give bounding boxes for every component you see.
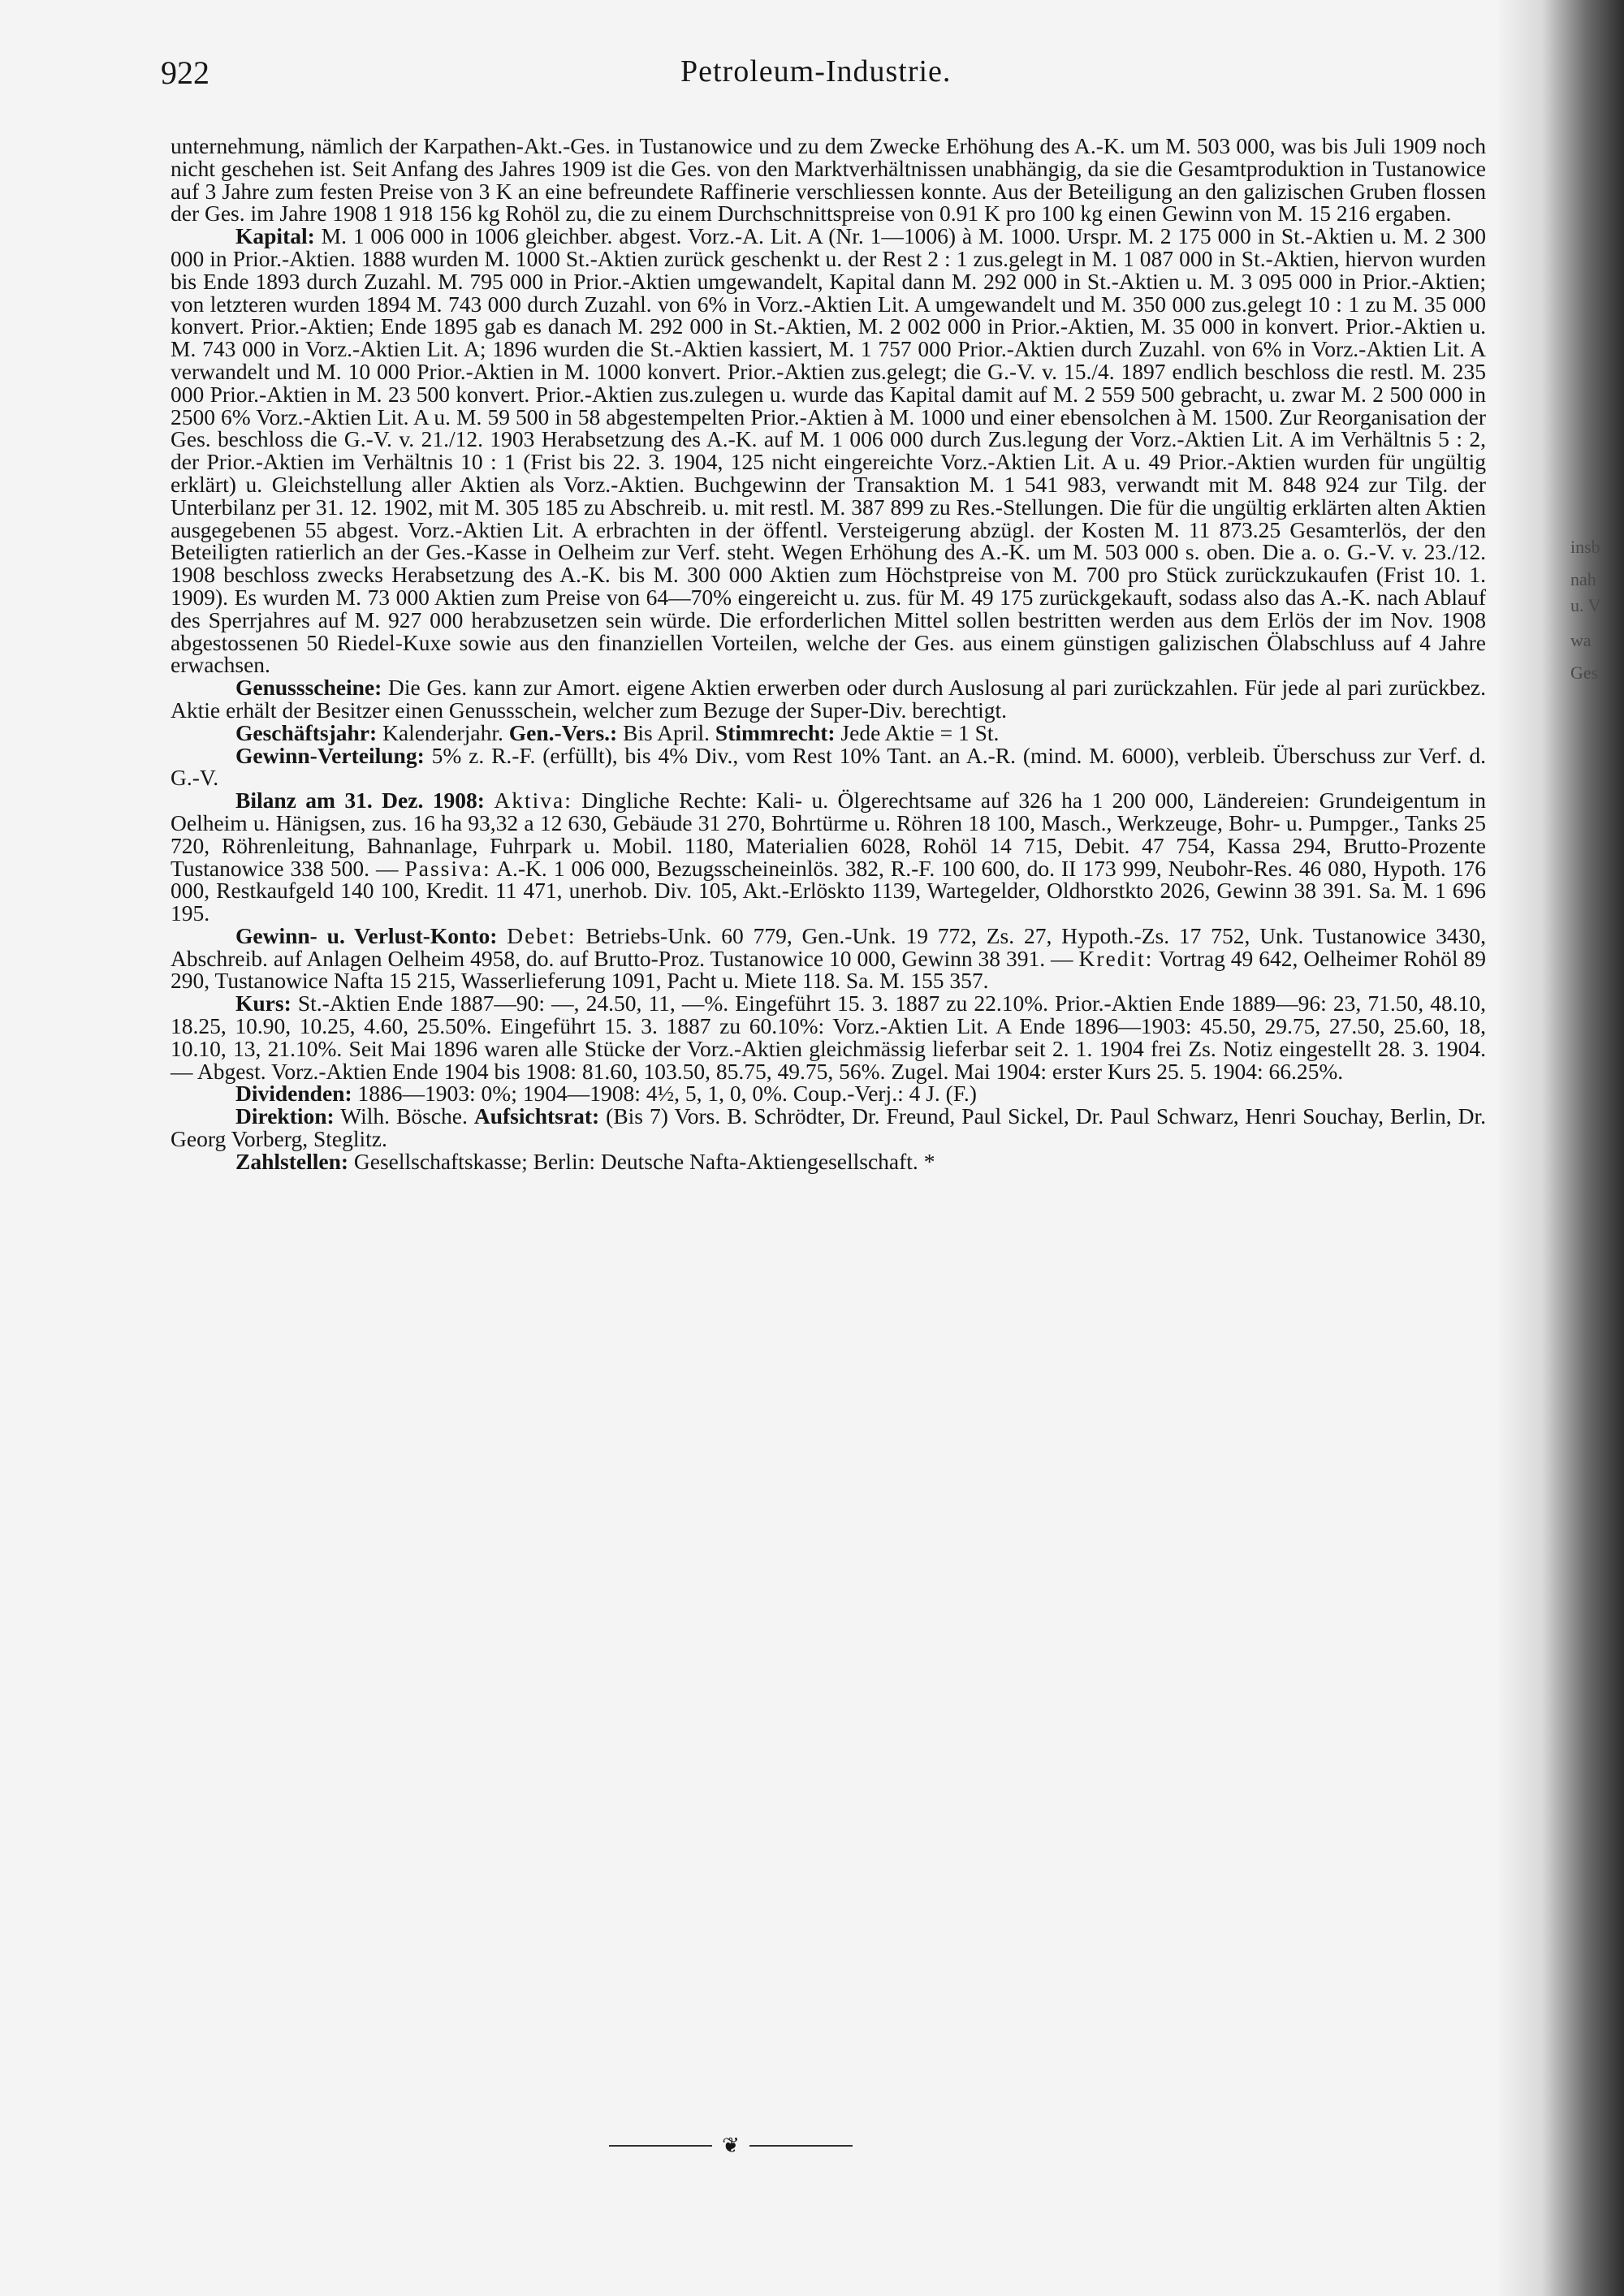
margin-fragment: insb (1570, 537, 1600, 557)
genussscheine-text: Die Ges. kann zur Amort. eigene Aktien erwerben oder durch Auslosung al pari zurückzahlen. Für jede al pari zurückbez. Aktie erhält der Besitzer einen Genussschein, welcher zum Bezuge der Super-Div. berechtigt. (171, 675, 1487, 723)
debet-heading: Debet: (507, 922, 577, 948)
ornament-rule-right (749, 2145, 853, 2147)
bilanz-label: Bilanz am 31. Dez. 1908: (235, 788, 485, 814)
end-ornament (609, 2134, 853, 2158)
kurs-label: Kurs: (235, 990, 292, 1016)
kapital-section (171, 225, 1486, 676)
gewinn-verteilung-section (171, 744, 1486, 790)
ornament-rule-left (609, 2145, 712, 2147)
direktion-label: Direktion: (235, 1103, 335, 1129)
direktion-text: Wilh. Bösche. (340, 1103, 468, 1129)
zahlstellen-text: Gesellschaftskasse; Berlin: Deutsche Nafta-Aktiengesellschaft. (353, 1148, 918, 1174)
dividenden-section (171, 1082, 1486, 1105)
gewinn-verteilung-label: Gewinn-Verteilung: (235, 742, 425, 768)
stimmrecht-text: Jede Aktie = 1 St. (840, 719, 1000, 745)
gewinn-verlust-label: Gewinn- u. Verlust-Konto: (235, 922, 498, 948)
zahlstellen-label: Zahlstellen: (235, 1148, 349, 1174)
page-number: 922 (161, 54, 209, 91)
genussscheine-label: Genussscheine: (235, 675, 382, 701)
gewinn-verlust-section (171, 922, 1487, 994)
article-body (171, 135, 1486, 1173)
geschaeftsjahr-section (171, 719, 1486, 745)
footnote-mark: * (923, 1148, 935, 1174)
passiva-heading: Passiva: (404, 855, 491, 881)
running-title: Petroleum-Industrie. (680, 54, 952, 88)
intro-paragraph: unternehmung, nämlich der Karpathen-Akt.-Ges. in Tustanowice und zu dem Zwecke Erhöhung des A.-K. um M. 503 000, was bis Juli 1909 noch nicht geschehen ist. Seit Anfang des Jahres 1909 ist die Ges. von den Marktverhältnissen unabhängig, da sie die Gesamtproduktion in Tustanowice auf 3 Jahre zum festen Preise von 3 K an eine befreundete Raffinerie verschliessen konnte. Aus der Beteiligung an den galizischen Gruben flossen der Ges. im Jahre 1908 1 918 156 kg Rohöl zu, die zu einem Durchschnittspreise von 0.91 K pro 100 kg einen Gewinn von M. 15 216 ergaben. (171, 133, 1486, 227)
dividenden-text: 1886—1903: 0%; 1904—1908: 4½, 5, 1, 0, 0%. Coup.-Verj.: 4 J. (F.) (357, 1081, 977, 1107)
kurs-section (171, 992, 1486, 1082)
gen-vers-label: Gen.-Vers.: (508, 719, 618, 745)
margin-fragment: Ges (1570, 662, 1599, 683)
page-header (0, 54, 1624, 102)
margin-fragment: nah (1570, 569, 1596, 589)
margin-fragment: wa (1570, 630, 1592, 650)
kredit-heading: Kredit: (1078, 945, 1154, 971)
kapital-label: Kapital: (235, 223, 315, 249)
bilanz-section (171, 789, 1486, 925)
gen-vers-text: Bis April. (623, 719, 710, 745)
aufsichtsrat-label: Aufsichtsrat: (473, 1103, 600, 1129)
scan-edge-shadow (1498, 0, 1624, 2296)
dividenden-label: Dividenden: (235, 1081, 352, 1107)
ornament-flourish-icon: ❦ (722, 2134, 740, 2158)
zahlstellen-section (171, 1150, 1486, 1173)
geschaeftsjahr-text: Kalenderjahr. (382, 719, 503, 745)
kurs-text: St.-Aktien Ende 1887—90: —, 24.50, 11, —%. Eingeführt 15. 3. 1887 zu 22.10%. Prior.-Aktien Ende 1889—96: 23, 71.50, 48.10, 18.25, 10.90, 10.25, 4.60, 25.50%. Eingeführt 15. 3. 1887 zu 60.10%: Vorz.-Aktien Lit. A Ende 1896—1903: 45.50, 29.75, 27.50, 25.60, 18, 10.10, 13, 21.10%. Seit Mai 1896 waren alle Stücke der Vorz.-Aktien gleichmässig lieferbar seit 2. 1. 1904 frei Zs. Notiz eingestellt 28. 3. 1904. — Abgest. Vorz.-Aktien Ende 1904 bis 1908: 81.60, 103.50, 85.75, 49.75, 56%. Zugel. Mai 1904: erster Kurs 25. 5. 1904: 66.25%. (171, 990, 1486, 1084)
passiva-text: A.-K. 1 006 000, Bezugsscheineinlös. 382, R.-F. 100 600, do. II 173 999, Neubohr-Res. 46 080, Hypoth. 176 000, Restkaufgeld 140 100, Kredit. 11 471, unerhob. Div. 105, Akt.-Erlöskto 1139, Wartegelder, Oldhorstkto 2026, Gewinn 38 391. Sa. M. 1 696 195. (171, 855, 1487, 926)
stimmrecht-label: Stimmrecht: (715, 719, 836, 745)
kredit-text: Vortrag 49 642, Oelheimer Rohöl 89 290, Tustanowice Nafta 15 215, Wasserlieferung 1091, Pacht u. Miete 118. Sa. M. 155 357. (171, 945, 1487, 994)
geschaeftsjahr-label: Geschäftsjahr: (235, 719, 378, 745)
direktion-section (171, 1105, 1486, 1150)
aktiva-heading: Aktiva: (494, 788, 572, 814)
aktiva-text: Dingliche Rechte: Kali- u. Ölgerechtsame auf 326 ha 1 200 000, Ländereien: Grundeigentum in Oelheim u. Hänigsen, zus. 16 ha 93,32 a 12 630, Gebäude 31 270, Bohrtürme u. Röhren 18 100, Masch., Werkzeuge, Bohr- u. Pumpger., Tanks 25 720, Röhrenleitung, Bahnanlage, Fuhrpark u. Mobil. 1180, Materialien 6028, Rohöl 14 715, Debit. 47 754, Kassa 294, Brutto-Prozente Tustanowice 338 500. — (171, 788, 1487, 881)
genussscheine-section (171, 676, 1486, 722)
kapital-text: M. 1 006 000 in 1006 gleichber. abgest. Vorz.-A. Lit. A (Nr. 1—1006) à M. 1000. Urspr. M. 2 175 000 in St.-Aktien u. M. 2 300 000 in Prior.-Aktien. 1888 wurden M. 1000 St.-Aktien zurück geschenkt u. der Rest 2 : 1 zus.gelegt in M. 1 087 000 in St.-Aktien, hiervon wurden bis Ende 1893 durch Zuzahl. M. 795 000 in Prior.-Aktien umgewandelt, Kapital dann M. 292 000 in St.-Aktien u. M. 3 095 000 in Prior.-Aktien; von letzteren wurden 1894 M. 743 000 durch Zuzahl. von 6% in Vorz.-Aktien Lit. A umgewandelt und M. 350 000 zus.gelegt 10 : 1 zu M. 35 000 konvert. Prior.-Aktien; Ende 1895 gab es danach M. 292 000 in St.-Aktien, M. 2 002 000 in Prior.-Aktien, M. 35 000 in konvert. Prior.-Aktien u. M. 743 000 in Vorz.-Aktien Lit. A; 1896 wurden die St.-Aktien kassiert, M. 1 757 000 Prior.-Aktien durch Zuzahl. von 6% in Vorz.-Aktien Lit. A verwandelt und M. 10 000 Prior.-Aktien in M. 1000 konvert. Prior.-Aktien zus.gelegt; die G.-V. v. 15./4. 1897 endlich beschloss die restl. M. 235 000 Prior.-Aktien in M. 23 500 konvert. Prior.-Aktien zus.zulegen u. wurde das Kapital damit auf M. 2 559 500 gebracht, u. zwar M. 2 500 000 in 2500 6% Vorz.-Aktien Lit. A u. M. 59 500 in 58 abgestempelten Prior.-Aktien à M. 1000 und einer ebensolchen à M. 1500. Zur Reorganisation der Ges. beschloss die G.-V. v. 21./12. 1903 Herabsetzung des A.-K. auf M. 1 006 000 durch Zus.legung der Vorz.-Aktien Lit. A im Verhältnis 5 : 2, der Prior.-Aktien im Verhältnis 10 : 1 (Frist bis 22. 3. 1904, 125 nicht eingereichte Vorz.-Aktien Lit. A u. 49 Prior.-Aktien wurden für ungültig erklärt) u. Gleichstellung aller Aktien als Vorz.-Aktien. Buchgewinn der Transaktion M. 1 541 983, verwandt mit M. 848 924 zur Tilg. der Unterbilanz per 31. 12. 1902, mit M. 305 185 zu Abschreib. u. mit restl. M. 387 899 zu Res.-Stellungen. Die für die ungültig erklärten alten Aktien ausgegebenen 55 abgest. Vorz.-Aktien Lit. A erbrachten in der öffentl. Versteigerung abzügl. der Kosten M. 11 873.25 Gesamterlös, der den Beteiligten ratierlich an der Ges.-Kasse in Oelheim zur Verf. steht. Wegen Erhöhung des A.-K. um M. 503 000 s. oben. Die a. o. G.-V. v. 23./12. 1908 beschloss zwecks Herabsetzung des A.-K. bis M. 300 000 Aktien zum Höchstpreise von M. 700 pro Stück zurückzukaufen (Frist 10. 1. 1909). Es wurden M. 73 000 Aktien zum Preise von 64—70% eingereicht u. zus. für M. 49 175 zurückgekauft, sodass also das A.-K. nach Ablauf des Sperrjahres auf M. 927 000 herabzusetzen sein würde. Die erforderlichen Mittel sollen bestritten werden aus dem Erlös der im Nov. 1908 abgestossenen 50 Riedel-Kuxe sowie aus den finanziellen Vorteilen, welche der Ges. aus einem günstigen galizischen Ölabschluss auf 4 Jahre erwachsen. (171, 223, 1487, 678)
gewinn-verteilung-text: 5% z. R.-F. (erfüllt), bis 4% Div., vom Rest 10% Tant. an A.-R. (mind. M. 6000), verbleib. Überschuss zur Verf. d. G.-V. (171, 742, 1487, 791)
aufsichtsrat-text: (Bis 7) Vors. B. Schrödter, Dr. Freund, Paul Sickel, Dr. Paul Schwarz, Henri Souchay, Berlin, Dr. Georg Vorberg, Steglitz. (171, 1103, 1487, 1152)
debet-text: Betriebs-Unk. 60 779, Gen.-Unk. 19 772, Zs. 27, Hypoth.-Zs. 17 752, Unk. Tustanowice 3430, Abschreib. auf Anlagen Oelheim 4958, do. auf Brutto-Proz. Tustanowice 10 000, Gewinn 38 391. — (171, 922, 1487, 971)
margin-fragment: u. V (1570, 595, 1601, 615)
